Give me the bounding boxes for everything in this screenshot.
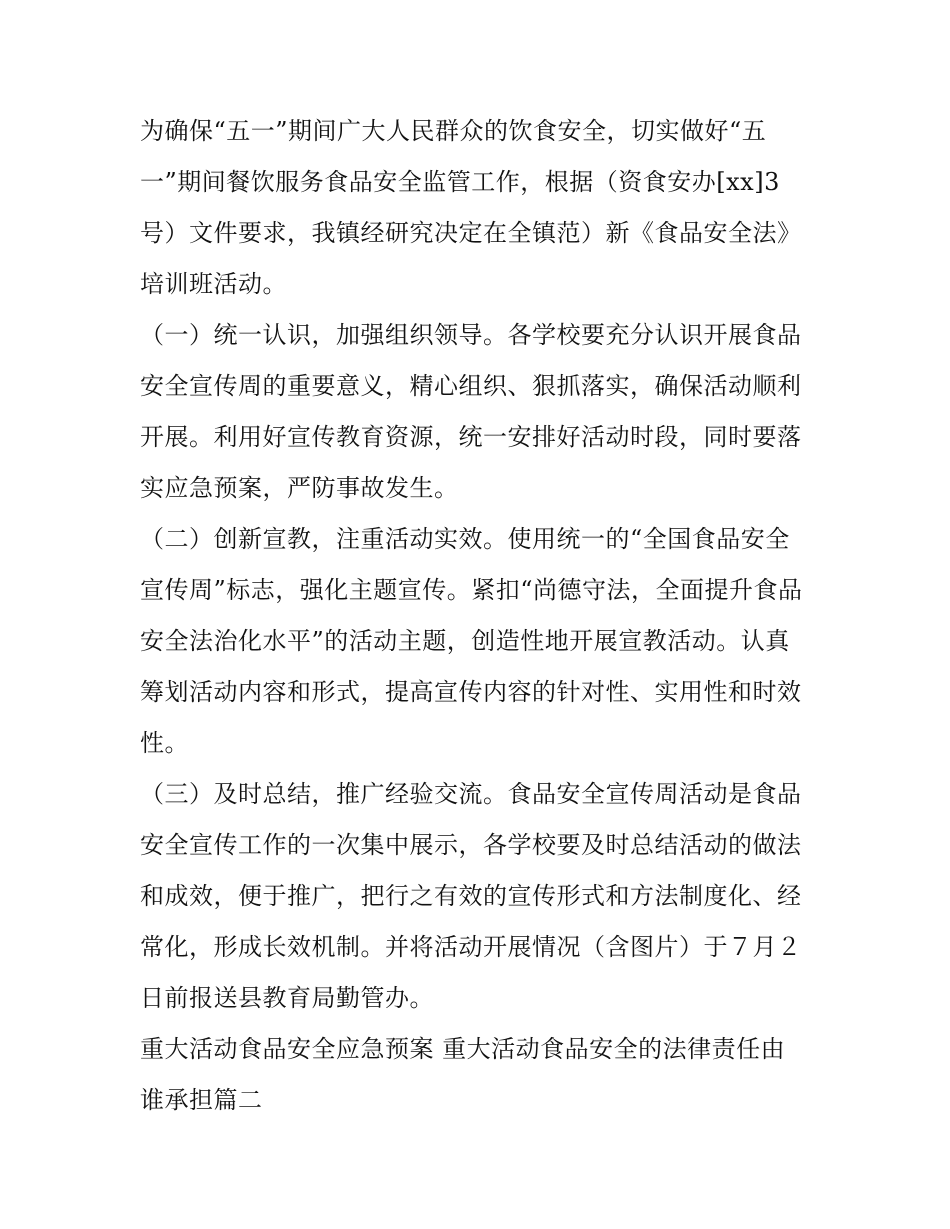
text-line: 常化，形成长效机制。并将活动开展情况（含图片）于７月２: [140, 933, 802, 961]
text-line: （三）及时总结，推广经验交流。食品安全宣传周活动是食品: [140, 780, 802, 808]
text-line: 培训班活动。: [140, 270, 287, 298]
text-line: 性。: [140, 729, 189, 757]
document-body: [140, 106, 812, 1126]
text-line: 开展。利用好宣传教育资源，统一安排好活动时段，同时要落: [140, 423, 802, 451]
text-line: 一”期间餐饮服务食品安全监管工作，根据（资食安办[xx]3: [140, 168, 780, 196]
text-line: 为确保“五一”期间广大人民群众的饮食安全，切实做好“五: [140, 117, 767, 145]
paragraph-heading-next: [140, 1024, 812, 1126]
paragraph-section-2: [140, 514, 812, 769]
text-line: 实应急预案，严防事故发生。: [140, 474, 459, 502]
paragraph-intro: [140, 106, 812, 310]
text-line: 号）文件要求，我镇经研究决定在全镇范）新《食品安全法》: [140, 219, 802, 247]
text-line: 安全宣传工作的一次集中展示，各学校要及时总结活动的做法: [140, 831, 802, 859]
text-line: 和成效，便于推广，把行之有效的宣传形式和方法制度化、经: [140, 882, 802, 910]
text-line: 重大活动食品安全应急预案 重大活动食品安全的法律责任由: [140, 1035, 786, 1063]
text-line: 筹划活动内容和形式，提高宣传内容的针对性、实用性和时效: [140, 678, 802, 706]
text-line: 谁承担篇二: [140, 1086, 263, 1114]
text-line: 日前报送县教育局勤管办。: [140, 984, 434, 1012]
paragraph-section-1: [140, 310, 812, 514]
paragraph-section-3: [140, 769, 812, 1024]
text-line: 安全法治化水平”的活动主题，创造性地开展宣教活动。认真: [140, 627, 790, 655]
text-line: 安全宣传周的重要意义，精心组织、狠抓落实，确保活动顺利: [140, 372, 802, 400]
text-line: 宣传周”标志，强化主题宣传。紧扣“尚德守法，全面提升食品: [140, 576, 803, 604]
text-line: （一）统一认识，加强组织领导。各学校要充分认识开展食品: [140, 321, 802, 349]
text-line: （二）创新宣教，注重活动实效。使用统一的“全国食品安全: [140, 525, 790, 553]
